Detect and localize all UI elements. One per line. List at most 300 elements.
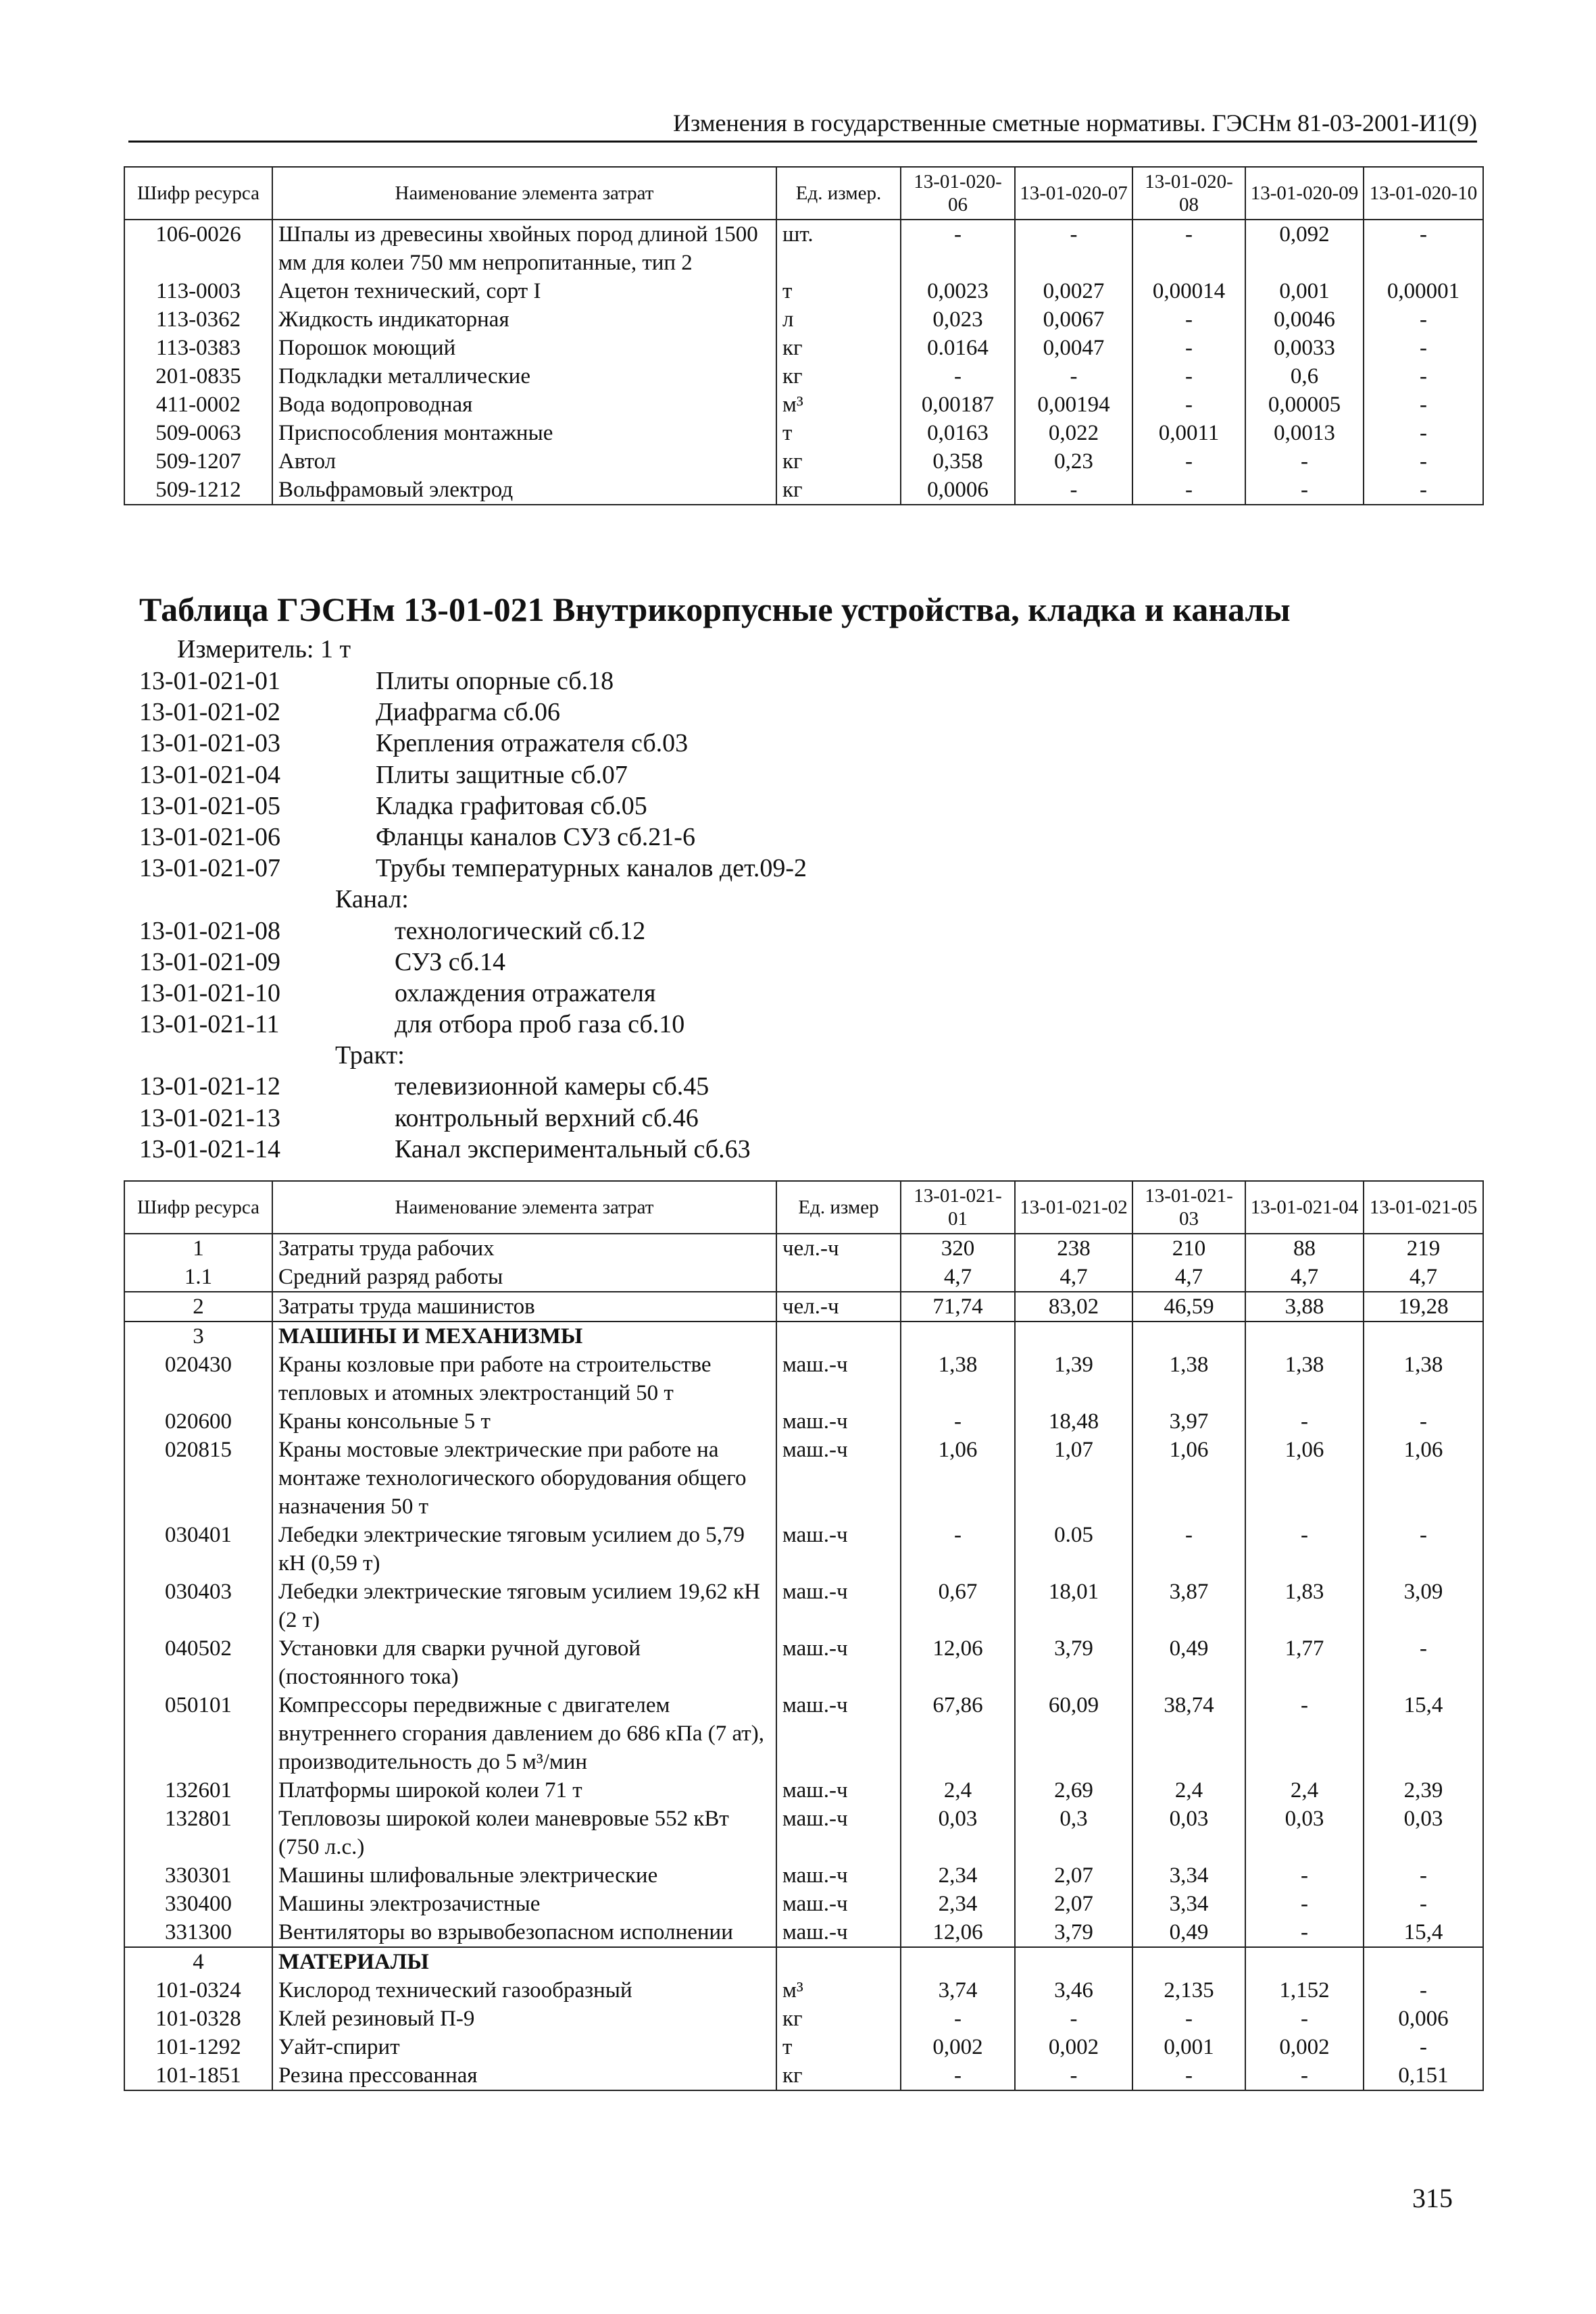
- table-cell: 0,0013: [1245, 419, 1364, 447]
- table-cell: маш.-ч: [776, 1634, 901, 1691]
- table-cell: 0,001: [1245, 277, 1364, 305]
- column-header: 13-01-021-03: [1132, 1181, 1245, 1234]
- table-row: [124, 1292, 1483, 1322]
- table-cell: 0,0011: [1132, 419, 1245, 447]
- table-cell: м³: [776, 1976, 901, 2005]
- table-cell: 330301: [124, 1861, 272, 1890]
- column-header: Наименование элемента затрат: [272, 1181, 776, 1234]
- table-cell: 0,23: [1015, 447, 1132, 476]
- column-header: 13-01-020-07: [1015, 167, 1132, 220]
- table-cell: 0.0164: [901, 334, 1015, 362]
- table-cell: 3,87: [1132, 1578, 1245, 1634]
- norm-code: 13-01-021-14: [139, 1134, 280, 1163]
- table-cell: 4,7: [901, 1263, 1015, 1292]
- table-cell: -: [1364, 334, 1483, 362]
- table-cell: 3,09: [1364, 1578, 1483, 1634]
- table-row: [124, 1578, 1483, 1634]
- table-cell: Средний разряд работы: [272, 1263, 776, 1292]
- table-cell: Вентиляторы во взрывобезопасном исполнении: [272, 1918, 776, 1947]
- norm-name: контрольный верхний сб.46: [395, 1103, 699, 1132]
- table-cell: 1,38: [1245, 1351, 1364, 1407]
- table-cell: 0,3: [1015, 1805, 1132, 1861]
- table-header-row: [124, 167, 1483, 220]
- table-row: [124, 1634, 1483, 1691]
- table-cell: -: [1364, 1861, 1483, 1890]
- table-row: [124, 1691, 1483, 1776]
- table-cell: 132601: [124, 1776, 272, 1805]
- table-row: [124, 362, 1483, 391]
- column-header: 13-01-021-02: [1015, 1181, 1132, 1234]
- table-cell: -: [1015, 362, 1132, 391]
- table-cell: Вольфрамовый электрод: [272, 476, 776, 505]
- table-cell: 1,77: [1245, 1634, 1364, 1691]
- table-cell: [1132, 1947, 1245, 1976]
- table-row: [124, 447, 1483, 476]
- table-row: [124, 220, 1483, 277]
- table-cell: 238: [1015, 1234, 1132, 1263]
- table-cell: Краны мостовые электрические при работе на монтаже технологического оборудования общего назначения 50 т: [272, 1436, 776, 1521]
- table-cell: МАШИНЫ И МЕХАНИЗМЫ: [272, 1322, 776, 1351]
- table-cell: 219: [1364, 1234, 1483, 1263]
- table-cell: -: [901, 220, 1015, 277]
- table-row: [124, 1861, 1483, 1890]
- norm-name: телевизионной камеры сб.45: [395, 1072, 709, 1101]
- table-cell: [901, 1322, 1015, 1351]
- norm-code: 13-01-021-11: [139, 1010, 280, 1039]
- table-cell: 3,34: [1132, 1861, 1245, 1890]
- norm-name: Трубы температурных каналов дет.09-2: [376, 854, 807, 883]
- table-cell: -: [1364, 220, 1483, 277]
- norm-name: Плиты опорные сб.18: [376, 667, 614, 695]
- table-cell: т: [776, 419, 901, 447]
- table-cell: 4: [124, 1947, 272, 1976]
- column-header: Шифр ресурса: [124, 1181, 272, 1234]
- table-cell: 0,001: [1132, 2033, 1245, 2061]
- table-row: [124, 1322, 1483, 1351]
- table-row: [124, 1976, 1483, 2005]
- table-cell: 0,0046: [1245, 305, 1364, 334]
- table-row: [124, 391, 1483, 419]
- table-cell: 2,39: [1364, 1776, 1483, 1805]
- table-cell: 030403: [124, 1578, 272, 1634]
- table-cell: 0,002: [1245, 2033, 1364, 2061]
- table-cell: 0,0033: [1245, 334, 1364, 362]
- table-cell: 0,49: [1132, 1918, 1245, 1947]
- resource-table-13-01-020: [124, 166, 1484, 505]
- table-cell: 2,34: [901, 1861, 1015, 1890]
- table-cell: 050101: [124, 1691, 272, 1776]
- norm-code: 13-01-021-07: [139, 854, 280, 883]
- norm-name: Плиты защитные сб.07: [376, 760, 628, 789]
- table-cell: -: [1245, 1407, 1364, 1436]
- table-cell: 0,03: [1245, 1805, 1364, 1861]
- table-cell: 1,06: [1364, 1436, 1483, 1521]
- table-cell: Затраты труда рабочих: [272, 1234, 776, 1263]
- table-cell: -: [1015, 2061, 1132, 2090]
- table-cell: -: [1364, 362, 1483, 391]
- table-cell: кг: [776, 362, 901, 391]
- table-cell: -: [1364, 391, 1483, 419]
- table-cell: 3,74: [901, 1976, 1015, 2005]
- table-cell: маш.-ч: [776, 1805, 901, 1861]
- table-cell: -: [1015, 476, 1132, 505]
- table-cell: 411-0002: [124, 391, 272, 419]
- table-cell: [1132, 1322, 1245, 1351]
- table-cell: -: [1364, 447, 1483, 476]
- table-cell: 0,0023: [901, 277, 1015, 305]
- table-cell: 331300: [124, 1918, 272, 1947]
- table-cell: [776, 1322, 901, 1351]
- column-header: 13-01-021-05: [1364, 1181, 1483, 1234]
- table-cell: 0,0006: [901, 476, 1015, 505]
- table-cell: 0,092: [1245, 220, 1364, 277]
- table-cell: -: [1015, 2005, 1132, 2033]
- page-header: Изменения в государственные сметные нормативы. ГЭСНм 81-03-2001-И1(9): [128, 107, 1477, 143]
- table-row: [124, 1890, 1483, 1918]
- table-cell: Жидкость индикаторная: [272, 305, 776, 334]
- table-cell: шт.: [776, 220, 901, 277]
- table-cell: 0.05: [1015, 1521, 1132, 1578]
- table-cell: 83,02: [1015, 1292, 1132, 1322]
- table-cell: [1245, 1322, 1364, 1351]
- table-cell: 2,135: [1132, 1976, 1245, 2005]
- table-cell: Приспособления монтажные: [272, 419, 776, 447]
- table-cell: Ацетон технический, сорт I: [272, 277, 776, 305]
- table-cell: 0,6: [1245, 362, 1364, 391]
- table-cell: 101-1851: [124, 2061, 272, 2090]
- table-cell: 0,0027: [1015, 277, 1132, 305]
- table-cell: Лебедки электрические тяговым усилием 19,62 кН (2 т): [272, 1578, 776, 1634]
- table-cell: -: [1245, 1918, 1364, 1947]
- norm-code: 13-01-021-12: [139, 1072, 280, 1101]
- table-cell: 4,7: [1132, 1263, 1245, 1292]
- table-cell: -: [1132, 391, 1245, 419]
- table-cell: -: [901, 362, 1015, 391]
- table-cell: 0,00187: [901, 391, 1015, 419]
- table-cell: 1,38: [1364, 1351, 1483, 1407]
- table-row: [124, 1947, 1483, 1976]
- table-cell: 2,4: [901, 1776, 1015, 1805]
- table-cell: 101-0324: [124, 1976, 272, 2005]
- table-cell: 0,002: [1015, 2033, 1132, 2061]
- table-row: [124, 277, 1483, 305]
- table-cell: МАТЕРИАЛЫ: [272, 1947, 776, 1976]
- table-cell: 0,00001: [1364, 277, 1483, 305]
- table-row: [124, 2033, 1483, 2061]
- column-header: 13-01-020-10: [1364, 167, 1483, 220]
- table-header-row: [124, 1181, 1483, 1234]
- table-cell: 2,4: [1132, 1776, 1245, 1805]
- table-cell: -: [1245, 447, 1364, 476]
- table-cell: 132801: [124, 1805, 272, 1861]
- table-cell: 0,03: [1132, 1805, 1245, 1861]
- table-cell: 12,06: [901, 1918, 1015, 1947]
- table-cell: Порошок моющий: [272, 334, 776, 362]
- page-number: 315: [1412, 2183, 1453, 2213]
- table-cell: 19,28: [1364, 1292, 1483, 1322]
- table-row: [124, 1805, 1483, 1861]
- table-cell: 509-0063: [124, 419, 272, 447]
- table-cell: 020430: [124, 1351, 272, 1407]
- table-cell: 1,39: [1015, 1351, 1132, 1407]
- table-cell: 4,7: [1364, 1263, 1483, 1292]
- table-cell: чел.-ч: [776, 1234, 901, 1263]
- table-cell: [901, 1947, 1015, 1976]
- norm-code: 13-01-021-05: [139, 791, 280, 820]
- table-cell: Подкладки металлические: [272, 362, 776, 391]
- table-cell: 210: [1132, 1234, 1245, 1263]
- table-cell: -: [1364, 1407, 1483, 1436]
- table-cell: 113-0362: [124, 305, 272, 334]
- table-cell: -: [1364, 1521, 1483, 1578]
- table-cell: 60,09: [1015, 1691, 1132, 1776]
- column-header: 13-01-020-08: [1132, 167, 1245, 220]
- table-row: [124, 476, 1483, 505]
- norm-name: Крепления отражателя сб.03: [376, 729, 689, 758]
- norm-name: охлаждения отражателя: [395, 978, 656, 1007]
- table-row: [124, 1776, 1483, 1805]
- table-row: [124, 1407, 1483, 1436]
- table-cell: -: [1132, 1521, 1245, 1578]
- table-cell: 3,46: [1015, 1976, 1132, 2005]
- table-cell: [1364, 1947, 1483, 1976]
- table-cell: 2,34: [901, 1890, 1015, 1918]
- table-row: [124, 334, 1483, 362]
- table-row: [124, 2005, 1483, 2033]
- table-cell: кг: [776, 447, 901, 476]
- table-cell: Краны консольные 5 т: [272, 1407, 776, 1436]
- table-cell: 1,152: [1245, 1976, 1364, 2005]
- norm-group-heading: Тракт:: [335, 1041, 405, 1070]
- table-cell: 2,69: [1015, 1776, 1132, 1805]
- norm-name: технологический сб.12: [395, 916, 646, 945]
- table-cell: 3,79: [1015, 1634, 1132, 1691]
- table-cell: 0,358: [901, 447, 1015, 476]
- table-cell: 113-0003: [124, 277, 272, 305]
- table-cell: -: [901, 1407, 1015, 1436]
- table-cell: 0,0163: [901, 419, 1015, 447]
- table-cell: кг: [776, 2061, 901, 2090]
- table-cell: Машины шлифовальные электрические: [272, 1861, 776, 1890]
- norm-code: 13-01-021-04: [139, 760, 280, 789]
- column-header: Ед. измер.: [776, 167, 901, 220]
- table-cell: Краны козловые при работе на строительстве тепловых и атомных электростанций 50 т: [272, 1351, 776, 1407]
- table-cell: л: [776, 305, 901, 334]
- table-cell: Вода водопроводная: [272, 391, 776, 419]
- table-cell: Компрессоры передвижные с двигателем внутреннего сгорания давлением до 686 кПа (7 ат), производительность до 5 м³/мин: [272, 1691, 776, 1776]
- table-cell: 509-1212: [124, 476, 272, 505]
- table-cell: т: [776, 2033, 901, 2061]
- table-cell: 2,07: [1015, 1890, 1132, 1918]
- table-cell: 2,07: [1015, 1861, 1132, 1890]
- table-cell: -: [1245, 1861, 1364, 1890]
- table-cell: 0,00194: [1015, 391, 1132, 419]
- table-cell: 330400: [124, 1890, 272, 1918]
- table-cell: -: [1364, 476, 1483, 505]
- table-cell: Установки для сварки ручной дуговой (постоянного тока): [272, 1634, 776, 1691]
- measure-unit: Измеритель: 1 т: [177, 635, 351, 663]
- table-cell: 1,07: [1015, 1436, 1132, 1521]
- table-cell: Клей резиновый П-9: [272, 2005, 776, 2033]
- table-cell: 67,86: [901, 1691, 1015, 1776]
- table-cell: -: [1245, 1890, 1364, 1918]
- table-cell: -: [1132, 476, 1245, 505]
- norm-name: для отбора проб газа сб.10: [395, 1010, 685, 1039]
- table-cell: маш.-ч: [776, 1578, 901, 1634]
- table-cell: 0,67: [901, 1578, 1015, 1634]
- table-cell: -: [1364, 2033, 1483, 2061]
- table-cell: 1,83: [1245, 1578, 1364, 1634]
- norm-code: 13-01-021-08: [139, 916, 280, 945]
- norm-name: СУЗ сб.14: [395, 947, 505, 976]
- table-cell: 0,49: [1132, 1634, 1245, 1691]
- table-cell: маш.-ч: [776, 1890, 901, 1918]
- table-cell: 3,79: [1015, 1918, 1132, 1947]
- table-cell: маш.-ч: [776, 1436, 901, 1521]
- column-header: 13-01-021-04: [1245, 1181, 1364, 1234]
- norm-code: 13-01-021-01: [139, 667, 280, 695]
- table-cell: Лебедки электрические тяговым усилием до 5,79 кН (0,59 т): [272, 1521, 776, 1578]
- norm-code: 13-01-021-09: [139, 947, 280, 976]
- table-cell: 88: [1245, 1234, 1364, 1263]
- table-cell: 0,03: [901, 1805, 1015, 1861]
- table-cell: 020815: [124, 1436, 272, 1521]
- table-cell: 3,97: [1132, 1407, 1245, 1436]
- table-cell: 509-1207: [124, 447, 272, 476]
- table-cell: маш.-ч: [776, 1521, 901, 1578]
- table-cell: 4,7: [1015, 1263, 1132, 1292]
- norm-code: 13-01-021-13: [139, 1103, 280, 1132]
- table-cell: кг: [776, 334, 901, 362]
- table-cell: Затраты труда машинистов: [272, 1292, 776, 1322]
- table-cell: [776, 1263, 901, 1292]
- table-cell: -: [1245, 1691, 1364, 1776]
- table-cell: кг: [776, 2005, 901, 2033]
- table-row: [124, 2061, 1483, 2090]
- table-cell: -: [901, 2005, 1015, 2033]
- table-cell: -: [1364, 1634, 1483, 1691]
- table-cell: 1,38: [901, 1351, 1015, 1407]
- norm-group-heading: Канал:: [335, 885, 409, 914]
- table-cell: -: [1245, 1521, 1364, 1578]
- table-cell: Автол: [272, 447, 776, 476]
- table-cell: 1,06: [1245, 1436, 1364, 1521]
- table-cell: 106-0026: [124, 220, 272, 277]
- table-cell: 1,38: [1132, 1351, 1245, 1407]
- table-cell: 320: [901, 1234, 1015, 1263]
- table-cell: 2: [124, 1292, 272, 1322]
- table-row: [124, 419, 1483, 447]
- column-header: Наименование элемента затрат: [272, 167, 776, 220]
- table-cell: -: [1132, 447, 1245, 476]
- table-row: [124, 1436, 1483, 1521]
- table-cell: [1015, 1322, 1132, 1351]
- table-cell: Тепловозы широкой колеи маневровые 552 кВт (750 л.с.): [272, 1805, 776, 1861]
- table-cell: -: [1132, 362, 1245, 391]
- table-cell: 1,06: [1132, 1436, 1245, 1521]
- table-cell: 0,00005: [1245, 391, 1364, 419]
- table-cell: 71,74: [901, 1292, 1015, 1322]
- table-cell: 101-0328: [124, 2005, 272, 2033]
- table-cell: 020600: [124, 1407, 272, 1436]
- table-cell: 18,48: [1015, 1407, 1132, 1436]
- table-cell: -: [901, 1521, 1015, 1578]
- table-cell: 46,59: [1132, 1292, 1245, 1322]
- table-cell: маш.-ч: [776, 1351, 901, 1407]
- table-cell: -: [1364, 419, 1483, 447]
- table-cell: -: [1132, 334, 1245, 362]
- table-cell: [1245, 1947, 1364, 1976]
- table-cell: 1,06: [901, 1436, 1015, 1521]
- table-cell: Уайт-спирит: [272, 2033, 776, 2061]
- table-cell: 0,022: [1015, 419, 1132, 447]
- table-cell: 0,03: [1364, 1805, 1483, 1861]
- column-header: Шифр ресурса: [124, 167, 272, 220]
- table-cell: [776, 1947, 901, 1976]
- table-row: [124, 1234, 1483, 1263]
- table-cell: чел.-ч: [776, 1292, 901, 1322]
- table-cell: маш.-ч: [776, 1691, 901, 1776]
- table-cell: -: [1364, 1976, 1483, 2005]
- table-cell: 0,00014: [1132, 277, 1245, 305]
- norm-name: Канал экспериментальный сб.63: [395, 1134, 751, 1163]
- table-cell: 3: [124, 1322, 272, 1351]
- norm-code: 13-01-021-06: [139, 822, 280, 851]
- table-cell: -: [1245, 2061, 1364, 2090]
- norm-name: Диафрагма сб.06: [376, 698, 561, 727]
- table-cell: маш.-ч: [776, 1776, 901, 1805]
- table-cell: 040502: [124, 1634, 272, 1691]
- table-row: [124, 1351, 1483, 1407]
- table-cell: Платформы широкой колеи 71 т: [272, 1776, 776, 1805]
- table-title: Таблица ГЭСНм 13-01-021 Внутрикорпусные устройства, кладка и каналы: [139, 590, 1291, 628]
- table-cell: т: [776, 277, 901, 305]
- resource-table-13-01-021: [124, 1180, 1484, 2091]
- table-cell: 3,88: [1245, 1292, 1364, 1322]
- table-cell: -: [1364, 305, 1483, 334]
- table-cell: 101-1292: [124, 2033, 272, 2061]
- table-cell: -: [901, 2061, 1015, 2090]
- table-cell: кг: [776, 476, 901, 505]
- table-cell: 15,4: [1364, 1691, 1483, 1776]
- column-header: 13-01-020-06: [901, 167, 1015, 220]
- table-cell: [1364, 1322, 1483, 1351]
- norm-code: 13-01-021-03: [139, 729, 280, 758]
- table-cell: маш.-ч: [776, 1918, 901, 1947]
- table-cell: Шпалы из древесины хвойных пород длиной 1500 мм для колеи 750 мм непропитанные, тип 2: [272, 220, 776, 277]
- table-row: [124, 1521, 1483, 1578]
- table-cell: 4,7: [1245, 1263, 1364, 1292]
- table-cell: 0,151: [1364, 2061, 1483, 2090]
- table-cell: 0,0047: [1015, 334, 1132, 362]
- table-cell: 0,0067: [1015, 305, 1132, 334]
- table-cell: м³: [776, 391, 901, 419]
- table-cell: 18,01: [1015, 1578, 1132, 1634]
- table-cell: 15,4: [1364, 1918, 1483, 1947]
- table-cell: -: [1132, 220, 1245, 277]
- table-cell: -: [1364, 1890, 1483, 1918]
- table-cell: 0,002: [901, 2033, 1015, 2061]
- table-cell: -: [1245, 476, 1364, 505]
- table-cell: Кислород технический газообразный: [272, 1976, 776, 2005]
- table-cell: -: [1132, 2061, 1245, 2090]
- table-cell: 0,023: [901, 305, 1015, 334]
- table-cell: маш.-ч: [776, 1407, 901, 1436]
- table-cell: 113-0383: [124, 334, 272, 362]
- column-header: 13-01-021-01: [901, 1181, 1015, 1234]
- table-cell: 201-0835: [124, 362, 272, 391]
- norm-code: 13-01-021-02: [139, 698, 280, 727]
